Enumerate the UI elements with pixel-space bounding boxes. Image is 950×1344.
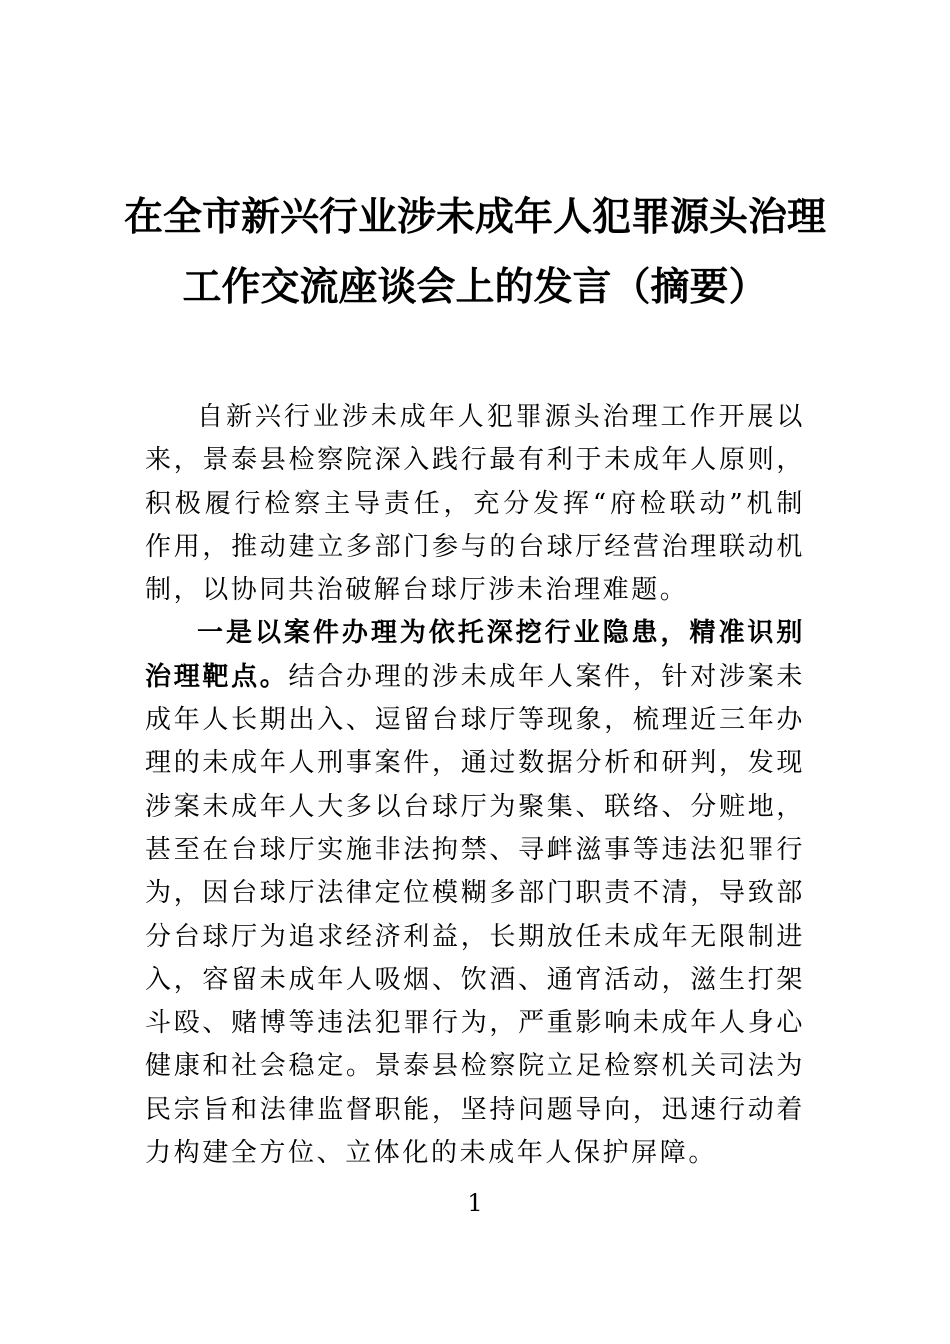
point-one-body: 结合办理的涉未成年人案件，针对涉案未成年人长期出入、逗留台球厅等现象，梳理近三年办理的未成年人刑事案件，通过数据分析和研判，发现涉案未成年人大多以台球厅为聚集、联络、分赃地，甚至在台球厅实施非法拘禁、寻衅滋事等违法犯罪行为，因台球厅法律定位模糊多部门职责不清，导致部分台球厅为追求经济利益，长期放任未成年无限制进入，容留未成年人吸烟、饮酒、通宵活动，滋生打架斗殴、赌博等违法犯罪行为，严重影响未成年人身心健康和社会稳定。景泰县检察院立足检察机关司法为民宗旨和法律监督职能，坚持问题导向，迅速行动着力构建全方位、立体化的未成年人保护屏障。 (145, 661, 805, 1169)
document-title-line-1: 在全市新兴行业涉未成年人犯罪源头治理 (123, 194, 826, 240)
point-one-heading: 一是以案件办理为依托深挖行业隐患，精准识别治理靶点。 (145, 618, 805, 692)
document-title-line-2: 工作交流座谈会上的发言（摘要） (182, 264, 768, 310)
page-number: 1 (467, 1189, 483, 1217)
point-one-paragraph (145, 612, 805, 1175)
document-body (145, 396, 805, 1175)
intro-paragraph: 自新兴行业涉未成年人犯罪源头治理工作开展以来，景泰县检察院深入践行最有利于未成年人原则，积极履行检察主导责任，充分发挥“府检联动”机制作用，推动建立多部门参与的台球厅经营治理联动机制，以协同共治破解台球厅涉未治理难题。 (145, 402, 805, 606)
